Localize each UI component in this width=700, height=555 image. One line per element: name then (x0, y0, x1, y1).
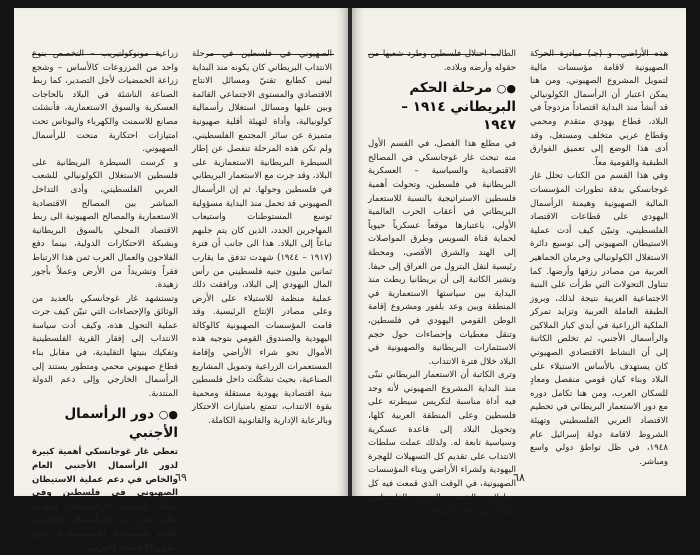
left-page-column-right (192, 48, 332, 460)
body-paragraph: في مطلع هذا الفصل، في القسم الأول منه تبحث غار غوجانسكي في المصالح الاقتصادية والسياسية – العسكرية البريطانية في فلسطين، وتحولت أهمية فلسطين الاستراتيجية بالنسبة للاستعمار البريطاني في أعقاب الحرب العالمية الأولى، باعتبارها موقعاً عسكرياً حيوياً لحماية قناة السويس وطرق المواصلات إلى الهند والشرق الأقصى، ومحطة رئيسية لنقل البترول من العراق إلى حيفا. وتشير الكاتبة إلى أن بريطانيا ربطت منذ البداية بين سياستها الاستعمارية في المنطقة وبين وعد بلفور ومشروع إقامة الوطن القومي اليهودي في فلسطين، وتنقل معطيات وإحصاءات حول حجم الاستثمارات البريطانية والصهيونية في البلاد خلال فترة الانتداب. (368, 139, 516, 367)
body-paragraph: و كرست السيطرة البريطانية على فلسطين الاستغلال الكولونيالي للشعب العربي الفلسطيني، وأدى التداخل المباشر بين المصالح الاقتصادية الاستعمارية والمصالح الصهيونية الى ربط الاقتصاد المحلي بالسوق البريطانية وبشبكة الاحتكارات الدولية، بينما دفع الفلاحون والعمال العرب ثمن هذا الارتباط فقراً وتشريداً من الأرض وعملاً بأجور زهيدة. (32, 157, 178, 291)
right-page-column-left (368, 48, 516, 517)
page-number: ٦٨ (513, 471, 525, 484)
heading-bullet-icon: ●○ (496, 82, 516, 96)
page-number: ٦٩ (175, 471, 187, 484)
body-paragraph: الصهيوني في فلسطين في مرحلة الانتداب البريطاني كان يكونه منذ البداية ليس كطابع تقنيّ ومسائل الانتاج الاقتصادي والمستوى الاجتماعي القائمة وبين عليها ومسائل استغلال رأسمالية كولونيالية، وأداة لتهيئة أقلية صهيونية متميزة عن سائر المجتمع الفلسطيني. ولم تكن هذه المرحلة تنفصل عن إطار السيطرة البريطانية الاستعمارية على البلاد، وقد جرت مع الاستعمار البريطاني في فلسطين وحولها. ثم إن الرأسمال الصهيوني قد تحمل منذ البداية مسؤولية توسع المستوطنات واستيعاب المهاجرين الجدد، الذين كان يتم جلبهم تباعاً إلى البلاد. هذا الى جانب أن فترة (١٩١٧ – ١٩٤٤) شهدت تدفق ما يقارب ثمانين مليون جنيه فلسطيني من رأس المال اليهودي إلى البلاد، ورافقت ذلك عملية منظمة للاستيلاء على الأرض وعلى مصادر الإنتاج الرئيسية. وقد قامت المؤسسات الصهيونية كالوكالة اليهودية والصندوق القومي بتوجيه هذه الأموال نحو شراء الأراضي وإقامة المستعمرات الزراعية وتمويل المشاريع الصناعية، بحيث تشكّلت داخل فلسطين بنية اقتصادية يهودية مستقلة ومحمية بقوة الانتداب، تتمتع بامتيازات الاحتكار وبالرعاية الإدارية والقانونية الكاملة. (192, 49, 332, 427)
body-paragraph: وتستشهد غار غوجانسكي بالعديد من الوثائق والإحصاءات التي تبيّن كيف جرت عملية التحول هذه، وكيف أدت سياسة الانتداب إلى إفقار القرية الفلسطينية وتفكيك بنيتها التقليدية، في مقابل بناء قطاع صهيوني محمي ومتطور يستند إلى الرأسمال الخارجي وإلى دعم الدولة المنتدبة. (32, 293, 178, 399)
body-paragraph: هذه الأراضي، و (جـ) مبادرة الحركة الصهيونية لاقامة مؤسسات مالية لتمويل المشروع الصهيوني. ومن هنا يمكن اعتبار أن الرأسمال الكولونيالي قد أنشأ منذ البداية اقتصاداً مزدوجاً في البلاد، قطاع يهودي متقدم ومحمي وقطاع عربي متخلف ومستغل، وقد أدى هذا الوضع إلى تعميق الفوارق الطبقية والقومية معاً. (530, 49, 668, 168)
body-paragraph: الطالب احتلال فلسطين وطرد شعبها من حقوله وأرضه وبلاده. (368, 49, 516, 73)
section-heading (32, 405, 178, 442)
heading-bullet-icon: ●○ (158, 408, 178, 422)
right-page-column-right (530, 48, 668, 467)
heading-text: دور الرأسمال الأجنبي (64, 406, 178, 442)
section-heading (368, 79, 516, 134)
body-paragraph: وترى الكاتبة أن الاستعمار البريطاني تبنّى منذ البداية المشروع الصهيوني لأنه وجد فيه أداة مناسبة لتكريس سيطرته على فلسطين وعلى المنطقة العربية كلها، وتحويل البلاد إلى قاعدة عسكرية وسياسية تابعة له. ولذلك عملت سلطات الانتداب على تقديم كل التسهيلات للهجرة اليهودية ولشراء الأراضي وبناء المؤسسات الصهيونية، في الوقت الذي قمعت فيه كل محاولات الشعب العربي الفلسطيني للنضال من أجل الاستقلال. (368, 370, 516, 517)
body-paragraph: تعطي غار غوجانسكي أهمية كبيرة لدور الرأسمال الأجنبي العام والخاص في دعم عملية الاستيطان الصهيوني في فلسطين وفي مجال التطور الرأسمالي ويونيو نظر في دور الرأسمال الأجنبي كأداة للسيطرة الاستعمارية على تطور الاقتصاد العربي ... (32, 447, 178, 553)
right-page (352, 8, 686, 517)
body-paragraph: زراعية مونوكولتيريب – التخصص بنوع واحد من المزروعات كالأساس – وشجع زراعة الحمضيات لأجل التصدير، كما ربط الصناعة الناشئة في البلاد بالحاجات العسكرية والسوق الاستعمارية، فأنشئت مصانع للاسمنت والكهرباء والبوتاس تحت امتيازات احتكارية منحت للرأسمال الصهيوني. (32, 49, 178, 155)
left-page-column-left (32, 48, 178, 553)
heading-text: مرحلة الحكم البريطاني ١٩١٤ – ١٩٤٧ (401, 80, 516, 134)
left-page (14, 8, 348, 553)
body-paragraph: وفي هذا القسم من الكتاب تحلل غار غوجانسكي بدقة تطورات المؤسسات المالية الصهيونية وهيمنة الرأسمال اليهودي على قطاعات الاقتصاد الفلسطيني، وتبيّن كيف أدت عملية الاستيطان الصهيوني إلى توسيع دائرة الاستغلال الكولونيالي وحرمان الجماهير العربية من مصادر رزقها وأرضها. كما تتناول التحولات التي طرأت على البنية الاجتماعية العربية نتيجة لذلك، وبروز الطبقة العاملة العربية وتزايد تمركز الملكية الزراعية في أيدي كبار الملاكين والرأسمال الأجنبي، ثم تخلص الكاتبة إلى أن النشاط الاقتصادي الصهيوني كان يستهدف بالأساس الاستيلاء على البلاد وبناء كيان قومي منفصل ومعادٍ للسكان العرب، ومن هنا تكامل دوره مع دور الاستعمار البريطاني في تحطيم الاقتصاد العربي الفلسطيني وتهيئة الشروط لاقامة دولة إسرائيل عام ١٩٤٨، في ظل تواطؤ دولي واسع ومباشر. (530, 171, 668, 467)
